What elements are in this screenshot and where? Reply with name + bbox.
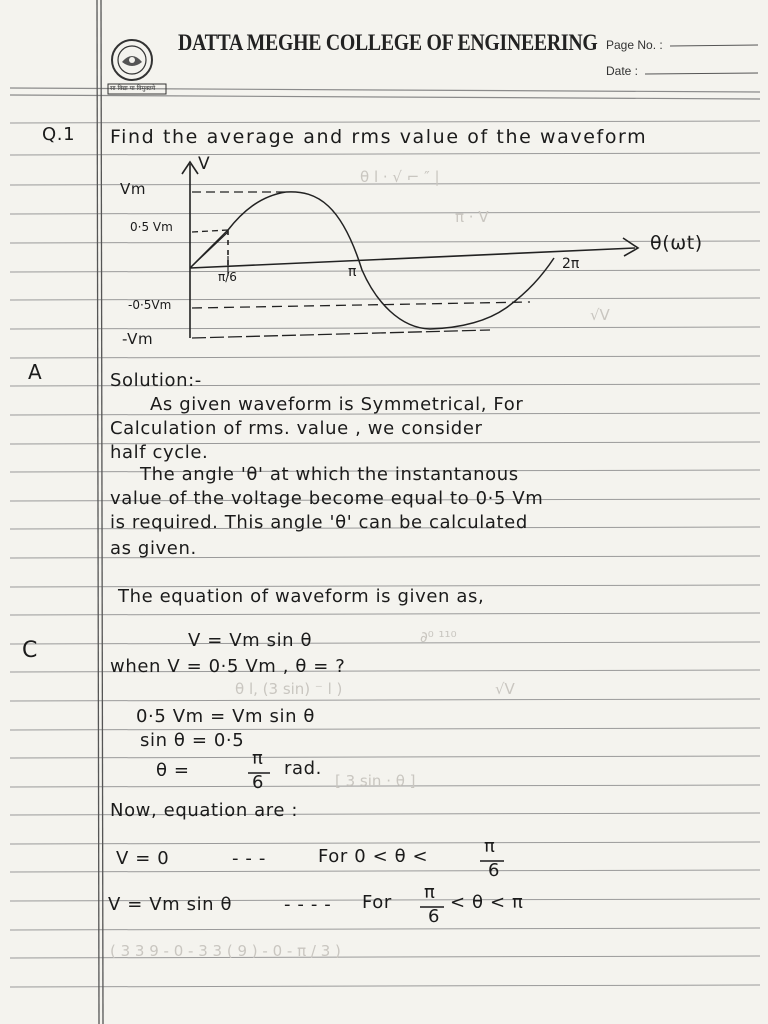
bleed-through-mark: [ 3 sin · θ ] — [335, 772, 416, 790]
case2-fraction-bar — [420, 905, 446, 909]
college-name: DATTA MEGHE COLLEGE OF ENGINEERING — [178, 30, 598, 55]
date-label: Date : — [606, 64, 639, 78]
solution-line-4: The angle 'θ' at which the instantanous — [140, 464, 519, 485]
solution-line-2: Calculation of rms. value , we consider — [110, 418, 483, 439]
vm-label: Vm — [120, 180, 147, 198]
half-vm-dashed — [192, 230, 228, 232]
solution-line-6: is required. This angle 'θ' can be calculated — [110, 512, 528, 533]
case1-dots: - - - — [232, 848, 266, 869]
bleed-through-mark: ∂⁰ ¹¹⁰ — [420, 628, 457, 646]
equation-5-suffix: rad. — [284, 758, 322, 779]
case1-left: V = 0 — [116, 848, 170, 869]
case2-num: π — [424, 882, 436, 903]
solution-heading: Solution:- — [110, 370, 202, 391]
bleed-through-mark: π · V — [455, 208, 489, 226]
case1-fraction-bar — [480, 859, 506, 863]
equation-5-num: π — [252, 748, 264, 769]
eq5-fraction-bar — [248, 771, 272, 775]
bleed-through-mark: θ l, (3 sin) ⁻ l ) — [235, 680, 343, 698]
bleed-through-mark: ( 3 3 9 - 0 - 3 3 ( 9 ) - 0 - π / 3 ) — [110, 942, 341, 960]
case2-dots: - - - - — [284, 894, 332, 915]
logo-caption: सा विद्या या विमुक्तये — [110, 85, 156, 92]
half-line-x — [190, 232, 228, 268]
bleed-through-mark: θ l · √ ⌐ ″ | — [360, 168, 440, 186]
case1-for: For 0 < θ < — [318, 846, 429, 867]
case1-num: π — [484, 836, 496, 857]
theta-axis-arrow — [623, 238, 638, 256]
equation-5-prefix: θ = — [156, 760, 190, 781]
solution-line-7: as given. — [110, 538, 197, 559]
two-pi-label: 2π — [562, 256, 580, 272]
equation-2: when V = 0·5 Vm , θ = ? — [110, 656, 346, 677]
neg-vm-line — [192, 330, 490, 338]
half-vm-label: 0·5 Vm — [130, 220, 173, 234]
solution-line-8: The equation of waveform is given as, — [118, 586, 485, 607]
margin-mark-a: A — [28, 360, 43, 384]
question-number: Q.1 — [42, 124, 76, 145]
equation-1: V = Vm sin θ — [188, 630, 313, 651]
case2-den: 6 — [428, 906, 441, 927]
neg-vm-label: -Vm — [122, 330, 154, 348]
v-axis-label: V — [198, 154, 211, 174]
pi6-label: π/6 — [218, 270, 237, 284]
equation-4: sin θ = 0·5 — [140, 730, 245, 751]
theta-axis-label: θ(ωt) — [650, 232, 703, 254]
neg-half-vm-label: -0·5Vm — [128, 298, 172, 312]
now-line: Now, equation are : — [110, 800, 299, 821]
case2-rest: < θ < π — [450, 892, 524, 913]
pi-label: π — [348, 264, 357, 280]
solution-line-5: value of the voltage become equal to 0·5 Vm — [110, 488, 544, 509]
question-text: Find the average and rms value of the waveform — [110, 126, 648, 148]
equation-3: 0·5 Vm = Vm sin θ — [136, 706, 316, 727]
page-no-label: Page No. : — [606, 38, 663, 52]
case2-left: V = Vm sin θ — [108, 894, 233, 915]
equation-5-den: 6 — [252, 772, 265, 793]
case1-den: 6 — [488, 860, 501, 881]
margin-mark-c: C — [22, 638, 38, 663]
neg-half-vm-dashed — [192, 302, 530, 308]
bleed-through-mark: √V — [590, 306, 610, 324]
bleed-through-mark: √V — [495, 680, 515, 698]
solution-line-3: half cycle. — [110, 442, 209, 463]
waveform-graph — [110, 152, 750, 362]
solution-line-1: As given waveform is Symmetrical, For — [150, 394, 524, 415]
case2-for: For — [362, 892, 392, 913]
